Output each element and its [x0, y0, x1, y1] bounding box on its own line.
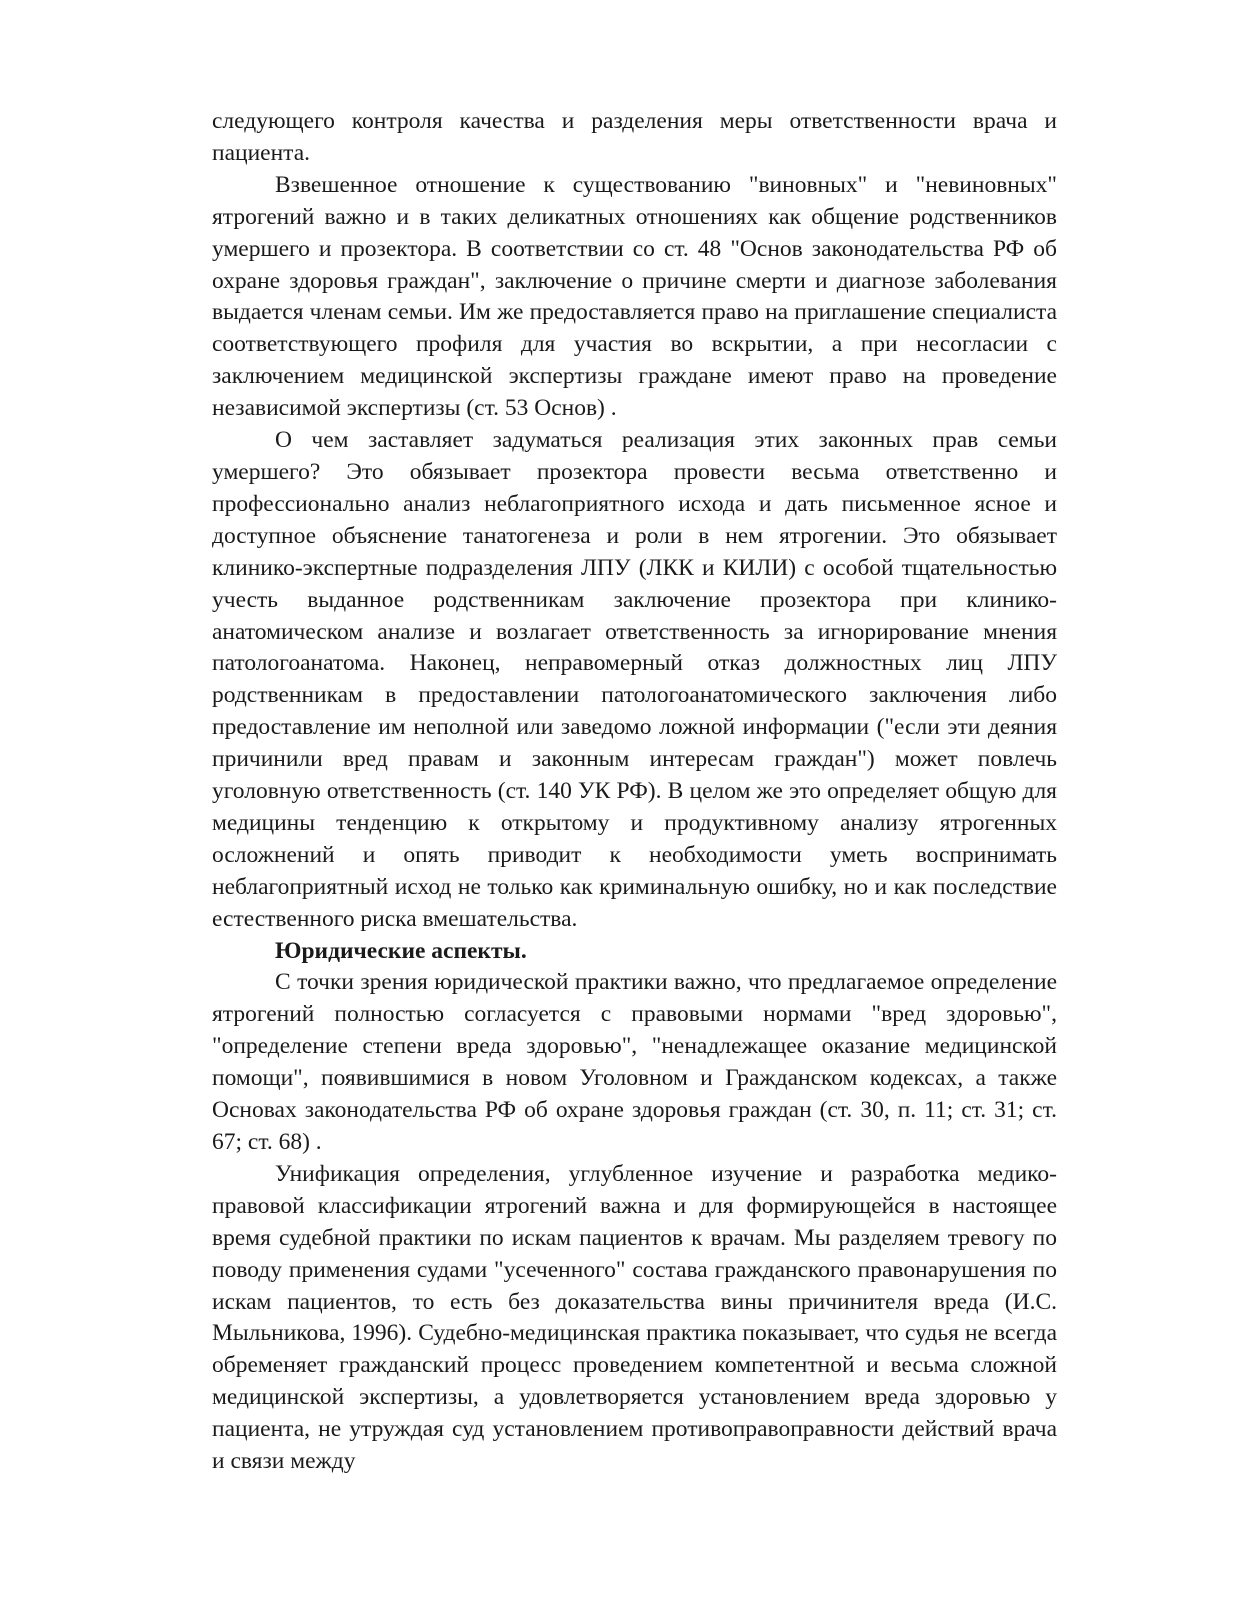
document-body	[212, 106, 1057, 1478]
section-heading-legal-aspects: Юридические аспекты.	[275, 937, 527, 964]
paragraph-unification: Унификация определения, углубленное изучение и разработка медико-правовой классификации ятрогений важна и для формирующейся в настоящее время судебной практики по искам пациентов к врачам. Мы разделяем тревогу по поводу применения судами "усеченного" состава гражданского правонарушения по искам пациентов, то есть без доказательства вины причинителя вреда (И.С. Мыльникова, 1996). Судебно-медицинская практика показывает, что судья не всегда обременяет гражданский процесс проведением компетентной и весьма сложной медицинской экспертизы, а удовлетворяется установлением вреда здоровью у пациента, не утруждая суд установлением противоправоправности действий врача и связи между	[212, 1160, 1057, 1475]
paragraph-iatrogeny-relatives: Взвешенное отношение к существованию "виновных" и "невиновных" ятрогений важно и в таких деликатных отношениях как общение родственников умершего и прозектора. В соответствии со ст. 48 "Основ законодательства РФ об охране здоровья граждан", заключение о причине смерти и диагнозе заболевания выдается членам семьи. Им же предоставляется право на приглашение специалиста соответствующего профиля для участия во вскрытии, а при несогласии с заключением медицинской экспертизы граждане имеют право на проведение независимой экспертизы (ст. 53 Основ) .	[212, 171, 1057, 422]
paragraph-continuation: следующего контроля качества и разделения меры ответственности врача и пациента.	[212, 108, 1057, 166]
paragraph-family-rights: О чем заставляет задуматься реализация этих законных прав семьи умершего? Это обязывает прозектора провести весьма ответственно и профессионально анализ неблагоприятного исхода и дать письменное ясное и доступное объяснение танатогенеза и роли в нем ятрогении. Это обязывает клинико-экспертные подразделения ЛПУ (ЛКК и КИЛИ) с особой тщательностью учесть выданное родственникам заключение прозектора при клинико-анатомическом анализе и возлагает ответственность за игнорирование мнения патологоанатома. Наконец, неправомерный отказ должностных лиц ЛПУ родственникам в предоставлении патологоанатомического заключения либо предоставление им неполной или заведомо ложной информации ("если эти деяния причинили вред правам и законным интересам граждан") может повлечь уголовную ответственность (ст. 140 УК РФ). В целом же это определяет общую для медицины тенденцию к открытому и продуктивному анализу ятрогенных осложнений и опять приводит к необходимости уметь воспринимать неблагоприятный исход не только как криминальную ошибку, но и как последствие естественного риска вмешательства.	[212, 427, 1057, 932]
paragraph-legal-practice: С точки зрения юридической практики важно, что предлагаемое определение ятрогений полностью согласуется с правовыми нормами "вред здоровью", "определение степени вреда здоровью", "ненадлежащее оказание медицинской помощи", появившимися в новом Уголовном и Гражданском кодексах, а также Основах законодательства РФ об охране здоровья граждан (ст. 30, п. 11; ст. 31; ст. 67; ст. 68) .	[212, 969, 1057, 1155]
